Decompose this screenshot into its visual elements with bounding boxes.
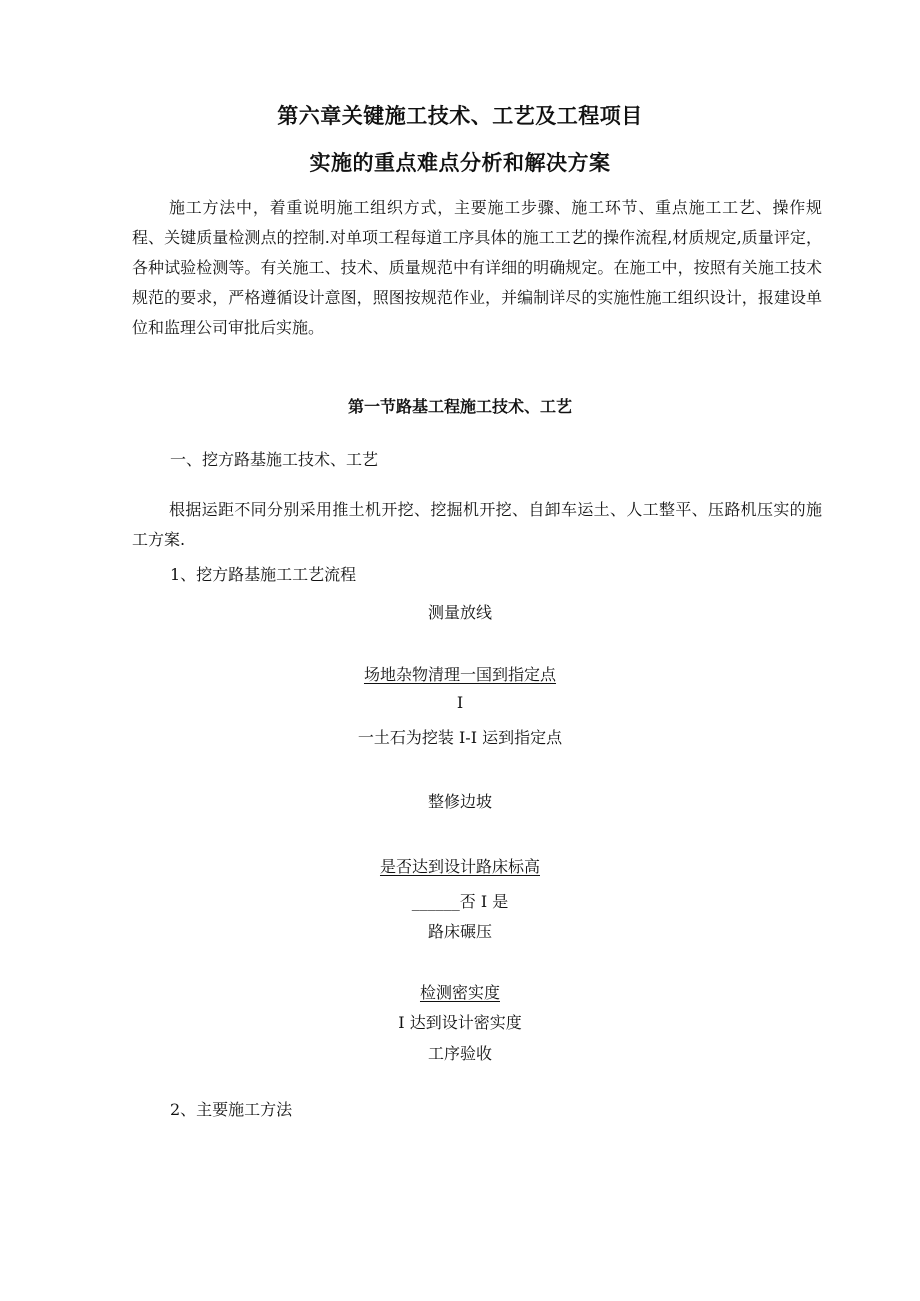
flow-step-check-elevation-label: 是否达到设计路床标高 — [379, 857, 540, 876]
flow-step-density-test-label: 检测密实度 — [419, 983, 500, 1002]
section-title: 第一节路基工程施工技术、工艺 — [347, 397, 572, 416]
flow-step-trim-slope: 整修边坡 — [427, 792, 492, 811]
flow-step-check-elevation — [0, 854, 920, 877]
chapter-title-line-2: 实施的重点难点分析和解决方案 — [309, 151, 611, 175]
flow-step-site-clearing — [0, 662, 920, 685]
flow-step-site-clearing-label: 场地杂物清理 — [363, 665, 460, 684]
flow-step-roller-compaction: 路床碾压 — [427, 922, 492, 941]
flow-step-excavate-load: 一土石为挖装 I-I 运到指定点 — [357, 728, 563, 747]
subsection-heading-excavation: 一、挖方路基施工技术、工艺 — [170, 450, 379, 469]
flow-connector: I — [456, 693, 464, 712]
flow-decision-branch: ______否 I 是 — [411, 892, 509, 911]
flow-step-reach-density: I 达到设计密实度 — [398, 1013, 522, 1032]
flow-step-density-test — [0, 980, 920, 1003]
flow-step-acceptance: 工序验收 — [427, 1044, 492, 1063]
flow-step-survey: 测量放线 — [427, 603, 492, 622]
chapter-title-line-1: 第六章关键施工技术、工艺及工程项目 — [277, 104, 643, 128]
excavation-method-paragraph: 根据运距不同分别采用推土机开挖、挖掘机开挖、自卸车运土、人工整平、压路机压实的施工方案. — [132, 500, 822, 549]
process-flow-heading: 1、挖方路基施工工艺流程 — [170, 565, 357, 584]
flow-step-transport-label: 一国到指定点 — [460, 665, 557, 684]
main-method-heading: 2、主要施工方法 — [170, 1100, 293, 1119]
intro-paragraph: 施工方法中，着重说明施工组织方式，主要施工步骤、施工环节、重点施工工艺、操作规程、关键质量检测点的控制.对单项工程每道工序具体的施工工艺的操作流程,材质规定,质量评定，各种试验检测等。有关施工、技术、质量规范中有详细的明确规定。在施工中，按照有关施工技术规范的要求，严格遵循设计意图，照图按规范作业，并编制详尽的实施性施工组织设计，报建设单位和监理公司审批后实施。 — [132, 198, 822, 337]
